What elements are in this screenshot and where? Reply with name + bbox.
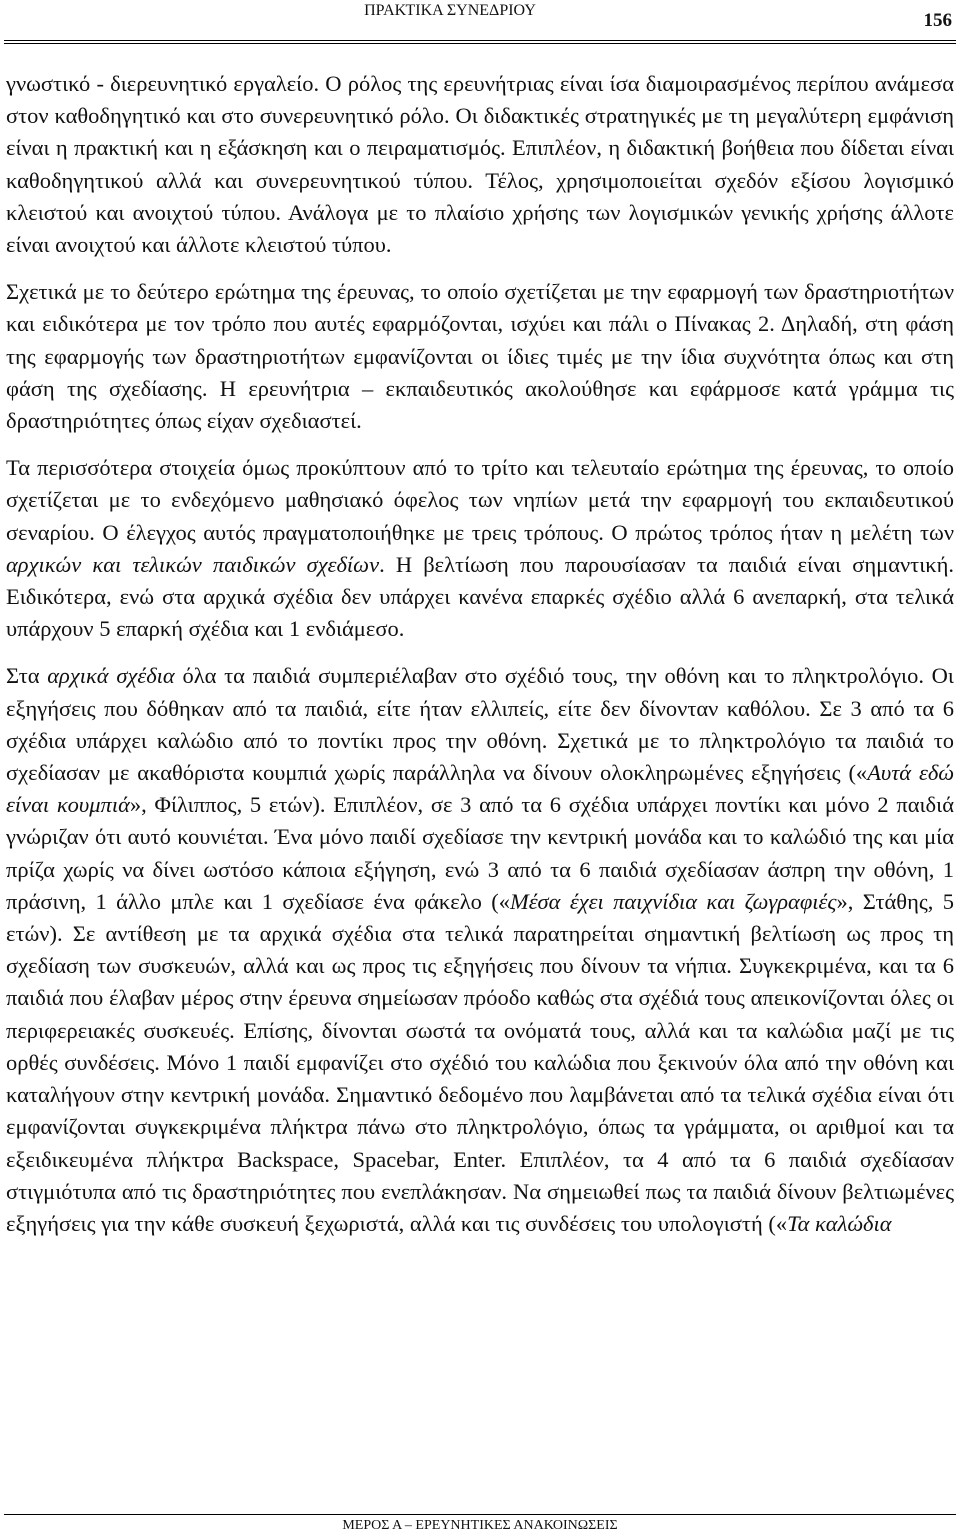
body-text (6, 68, 954, 1255)
footer-rule (4, 1514, 956, 1515)
text-run: », Στάθης, 5 ετών). Σε αντίθεση με τα αρχικά σχέδια στα τελικά παρατηρείται σημαντική βελτίωση ως προς τη σχεδίαση των συσκευών, αλλά και ως προς τις εξηγήσεις που δίνουν τα νήπια. Συγκεκριμένα, και τα 6 παιδιά που έλαβαν μέρος στην έρευνα σημείωσαν πρόοδο καθώς στα σχέδιά τους απεικονίζονται όλες οι περιφερειακές συσκευές. Επίσης, δίνονται σωστά τα ονόματά τους, αλλά και τα καλώδια μαζί με τις ορθές συνδέσεις. Μόνο 1 παιδί εμφανίζει στο σχέδιό του καλώδια που ξεκινούν όλα από την οθόνη και καταλήγουν στην κεντρική μονάδα. Σημαντικό δεδομένο που λαμβάνεται από τα τελικά σχέδια είναι ότι εμφανίζονται συγκεκριμένα πλήκτρα πάνω στο πληκτρολόγιο, όπως τα γράμματα, οι αριθμοί και τα εξειδικευμένα πλήκτρα Backspace, Spacebar, Enter. Επιπλέον, τα 4 από τα 6 παιδιά σχεδίασαν στιγμιότυπα από τις δραστηριότητες που ενεπλάκησαν. Να σημειωθεί πως τα παιδιά δίνουν βελτιωμένες εξηγήσεις για την κάθε συσκευή ξεχωριστά, αλλά και τις συνδέσεις του υπολογιστή (« (6, 888, 954, 1236)
page-number: 156 (923, 10, 952, 31)
header-rule (4, 40, 956, 44)
italic-text-run: αρχικά σχέδια (47, 663, 175, 689)
text-run: », Φίλιππος, 5 ετών). Επιπλέον, σε 3 από τα 6 σχέδια υπάρχει ποντίκι και μόνο 2 παιδιά γνώριζαν ότι αυτό κουνιέται. Ένα μόνο παιδί σχεδίασε την κεντρική μονάδα και το καλώδιό της και μία πρίζα χωρίς να δίνει ωστόσο κάποια εξήγηση, ενώ 3 από τα 6 παιδιά σχεδίασαν άσπρη την οθόνη, 1 πράσινη, 1 άλλο μπλε και 1 σχεδίασε ένα φάκελο (« (6, 792, 954, 914)
text-run: . Η βελτίωση που παρουσίασαν τα παιδιά είναι σημαντική. Ειδικότερα, ενώ στα αρχικά σχέδια δεν υπάρχει κανένα επαρκές σχέδιο αλλά 6 ανεπαρκή, στα τελικά υπάρχουν 5 επαρκή σχέδια και 1 ενδιάμεσο. (6, 551, 955, 642)
header-title: ΠΡΑΚΤΙΚΑ ΣΥΝΕΔΡΙΟΥ (364, 2, 536, 19)
paragraph-4 (6, 660, 954, 1240)
text-run: Τα περισσότερα στοιχεία όμως προκύπτουν από το τρίτο και τελευταίο ερώτημα της έρευνας, το οποίο σχετίζεται με το ενδεχόμενο μαθησιακό όφελος των νηπίων μετά την εφαρμογή του εκπαιδευτικού σεναρίου. Ο έλεγχος αυτός πραγματοποιήθηκε με τρεις τρόπους. Ο πρώτος τρόπος ήταν η μελέτη των (6, 455, 954, 545)
text-run: γνωστικό - διερευνητικό εργαλείο. Ο ρόλος της ερευνήτριας είναι ίσα διαμοιρασμένος περίπου ανάμεσα στον καθοδηγητικό και στο συνερευνητικό ρόλο. Οι διδακτικές στρατηγικές με τη μεγαλύτερη εμφάνιση είναι η πρακτική και η εξάσκηση και ο πειραματισμός. Επιπλέον, η διδακτική βοήθεια που δίδεται είναι καθοδηγητικού αλλά και συνερευνητικού τύπου. Τέλος, χρησιμοποιείται σχεδόν εξίσου λογισμικό κλειστού και ανοιχτού τύπου. Ανάλογα με το πλαίσιο χρήσης των λογισμικών γενικής χρήσης άλλοτε είναι ανοιχτού και άλλοτε κλειστού τύπου. (6, 71, 954, 258)
italic-text-run: Αυτά εδώ είναι κουμπιά (6, 760, 954, 818)
text-run: Στα (6, 663, 48, 689)
paragraph-2 (6, 276, 954, 437)
italic-text-run: αρχικών και τελικών παιδικών σχεδίων (6, 551, 380, 577)
footer-text: ΜΕΡΟΣ Α – ΕΡΕΥΝΗΤΙΚΕΣ ΑΝΑΚΟΙΝΩΣΕΙΣ (342, 1518, 618, 1533)
text-run: Σχετικά με το δεύτερο ερώτημα της έρευνας, το οποίο σχετίζεται με την εφαρμογή των δραστηριοτήτων και ειδικότερα με τον τρόπο που αυτές εφαρμόζονται, ισχύει και πάλι ο Πίνακας 2. Δηλαδή, στη φάση της εφαρμογής των δραστηριοτήτων εμφανίζονται οι ίδιες τιμές με την ίδια συχνότητα όπως και στη φάση της σχεδίασης. Η ερευνήτρια – εκπαιδευτικός ακολούθησε και εφάρμοσε κατά γράμμα τις δραστηριότητες όπως είχαν σχεδιαστεί. (6, 279, 954, 434)
italic-text-run: Τα καλώδια (787, 1210, 892, 1236)
paragraph-3 (6, 452, 954, 645)
text-run: όλα τα παιδιά συμπεριέλαβαν στο σχέδιό τους, την οθόνη και το πληκτρολόγιο. Οι εξηγήσεις που δόθηκαν από τα παιδιά, είτε ήταν ελλιπείς, είτε δεν δίνονταν καθόλου. Σε 3 από τα 6 σχέδια υπάρχει καλώδιο από το ποντίκι προς την οθόνη. Σχετικά με το πληκτρολόγιο τα παιδιά το σχεδίασαν με ακαθόριστα κουμπιά χωρίς παράλληλα να δίνουν ολοκληρωμένες εξηγήσεις (« (6, 663, 954, 786)
italic-text-run: Μέσα έχει παιχνίδια και ζωγραφιές (509, 888, 837, 914)
paragraph-1 (6, 68, 954, 261)
